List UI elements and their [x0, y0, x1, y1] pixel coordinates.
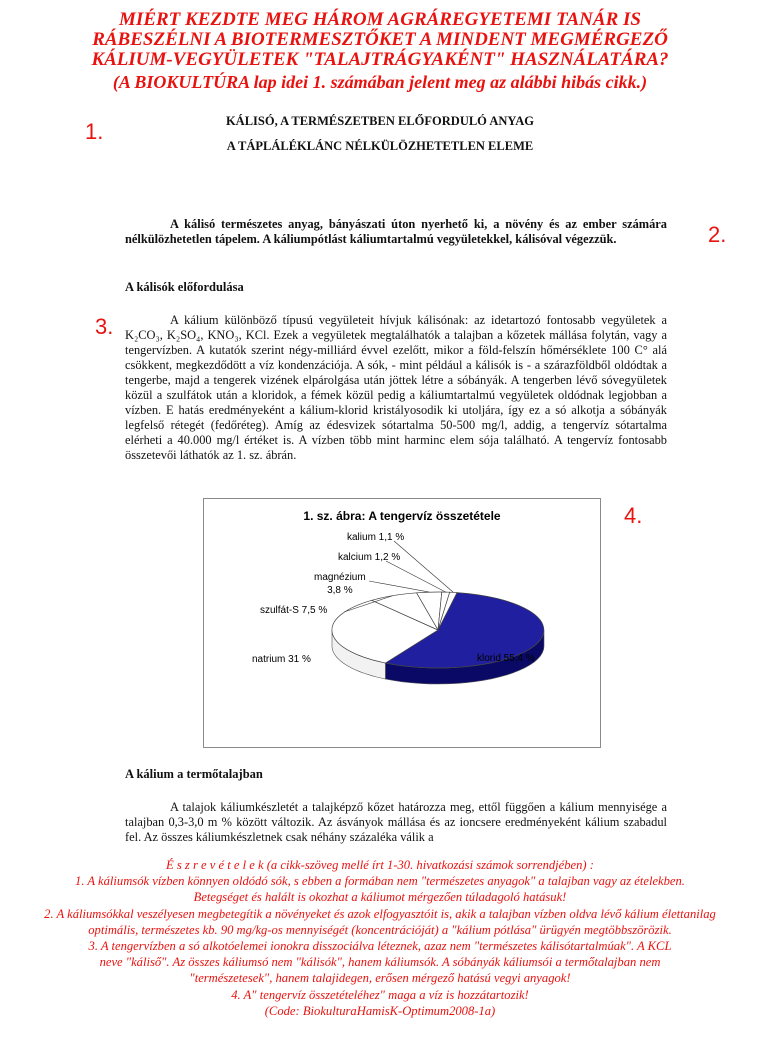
leader-line-magnézium: [369, 581, 429, 592]
label-klorid: klorid 55,4 %: [477, 653, 535, 664]
section-heading-1: A kálisók előfordulása: [125, 280, 244, 294]
header-line-2: RÁBESZÉLNI A BIOTERMESZTŐKET A MINDENT MEGMÉRGEZŐ: [92, 29, 668, 50]
observations-block: [0, 857, 760, 1019]
article-title-line-2: A TÁPLÁLÉKLÁNC NÉLKÜLÖZHETETLEN ELEME: [226, 139, 534, 153]
section-body-1: A kálium különböző típusú vegyületeit hívjuk kálisónak: az idetartozó fontosabb vegyületek a K₂CO₃, K₂SO₄, KNO₃, KCl. Ezek a vegyületek megtalálhatók a talajban a kőzetek mállása folytán, vagy a tengervízben. A kutatók szerint négy-milliárd évvel ezelőtt, mikor a föld-felszín hőmérséklete 100 C° alá csökkent, megkezdődött a víz kondenzációja. A sók, - mint például a kálisók is - a szárazföldből oldódtak a tengerbe, majd a tengerek vizének elpárolgása után jöttek létre a sóbányák. A tengerben lévő sóvegyületek közül a szulfátok után a kloridok, a fémek közül pedig a káliumtartalmú vegyületek oldódnak legjobban a vízben. E hatás eredményeként a kálium-klorid kristályosodik ki utoljára, így ez a só alkotja a sóbányák legfelső rétegét (fedőréteg). Amíg az édesvizek sótartalma 50-500 mg/l, addig, a tengervíz sótartalma elérheti a 40.000 mg/l értéket is. A vízben több mint harminc elem sója található. A tengervíz fontosabb összetevői láthatók az 1. sz. ábrán.: [125, 313, 667, 462]
notes-line-3: Betegséget és halált is okozhat a káliumot mérgezően túladagoló hatásuk!: [193, 890, 567, 905]
section-heading-2: A kálium a termőtalajban: [125, 767, 263, 781]
label-kalcium: kalcium 1,2 %: [338, 552, 401, 563]
notes-line-4: 2. A káliumsókkal veszélyesen megbetegítik a növényeket és azok elfogyasztóit is, akik a talajban vízben oldva lévő kálium élettanilag: [44, 906, 716, 921]
marker-4: 4.: [624, 503, 643, 528]
notes-line-9: 4. A" tengervíz összetételéhez" maga a víz is hozzátartozik!: [231, 987, 529, 1002]
label-natrium: natrium 31 %: [252, 654, 311, 665]
leader-line-kalcium: [386, 561, 446, 592]
chart-figure: [203, 498, 601, 748]
notes-line-7: neve "káliső". Az összes káliumsó nem "kálisók", hanem káliumsók. A sóbányák káliumsói a termőtalajban nem: [99, 955, 661, 970]
label-magnezium-value: 3,8 %: [327, 585, 353, 596]
header-line-4: (A BIOKULTÚRA lap idei 1. számában jelent meg az alábbi hibás cikk.): [112, 72, 648, 92]
notes-line-1: É s z r e v é t e l e k (a cikk-szöveg mellé írt 1-30. hivatkozási számok sorrendjében) :: [166, 858, 594, 872]
marker-2: 2.: [708, 222, 727, 247]
label-szulfat: szulfát-S 7,5 %: [260, 605, 328, 616]
notes-line-8: "természetesek", hanem talajidegen, erősen mérgező hatású vegyi anyagok!: [189, 971, 571, 986]
notes-line-5: optimális, természetes kb. 90 mg/kg-os mennyiségét (koncentrációját) a "kálium pótlása" ürügyén megtöbbszörözik.: [88, 922, 672, 937]
notes-line-6: 3. A tengervízben a só alkotóelemei ionokra disszociálva léteznek, azaz nem "természetes kálisótartalmúak". A KCL: [88, 939, 672, 954]
article-title-line-1: KÁLISÓ, A TERMÉSZETBEN ELŐFORDULÓ ANYAG: [225, 114, 535, 128]
label-magnezium: [314, 571, 366, 597]
marker-1: 1.: [85, 119, 104, 144]
chart-title: 1. sz. ábra: A tengervíz összetétele: [303, 509, 501, 523]
header-line-1: MIÉRT KEZDTE MEG HÁROM AGRÁREGYETEMI TANÁR IS: [119, 9, 641, 30]
header-line-3: KÁLIUM-VEGYÜLETEK "TALAJTRÁGYAKÉNT" HASZNÁLATÁRA?: [91, 49, 669, 70]
label-magnezium-name: magnézium: [314, 572, 366, 583]
notes-line-10: (Code: BiokulturaHamisK-Optimum2008-1a): [264, 1003, 496, 1018]
marker-3: 3.: [95, 314, 114, 339]
lead-paragraph: A kálisó természetes anyag, bányászati úton nyerhető ki, a növény és az ember számára nélkülözhetetlen tápelem. A káliumpótlást káliumtartalmú vegyületekkel, kálisóval végezzük.: [125, 217, 667, 246]
section-body-2: A talajok káliumkészletét a talajképző kőzet határozza meg, ettől függően a kálium mennyisége a talajban 0,3-3,0 m % között változik. Az ásványok mállása és az ioncsere eredményeként kálium szabadul fel. Az összes káliumkészletnek csak néhány százaléka válik a: [125, 800, 667, 844]
leader-line-kalium: [394, 541, 453, 592]
notes-line-2: 1. A káliumsók vízben könnyen oldódó sók, s ebben a formában nem "természetes anyagok" a talajban vagy az ételekben.: [75, 874, 685, 889]
label-kalium: kalium 1,1 %: [347, 532, 405, 543]
